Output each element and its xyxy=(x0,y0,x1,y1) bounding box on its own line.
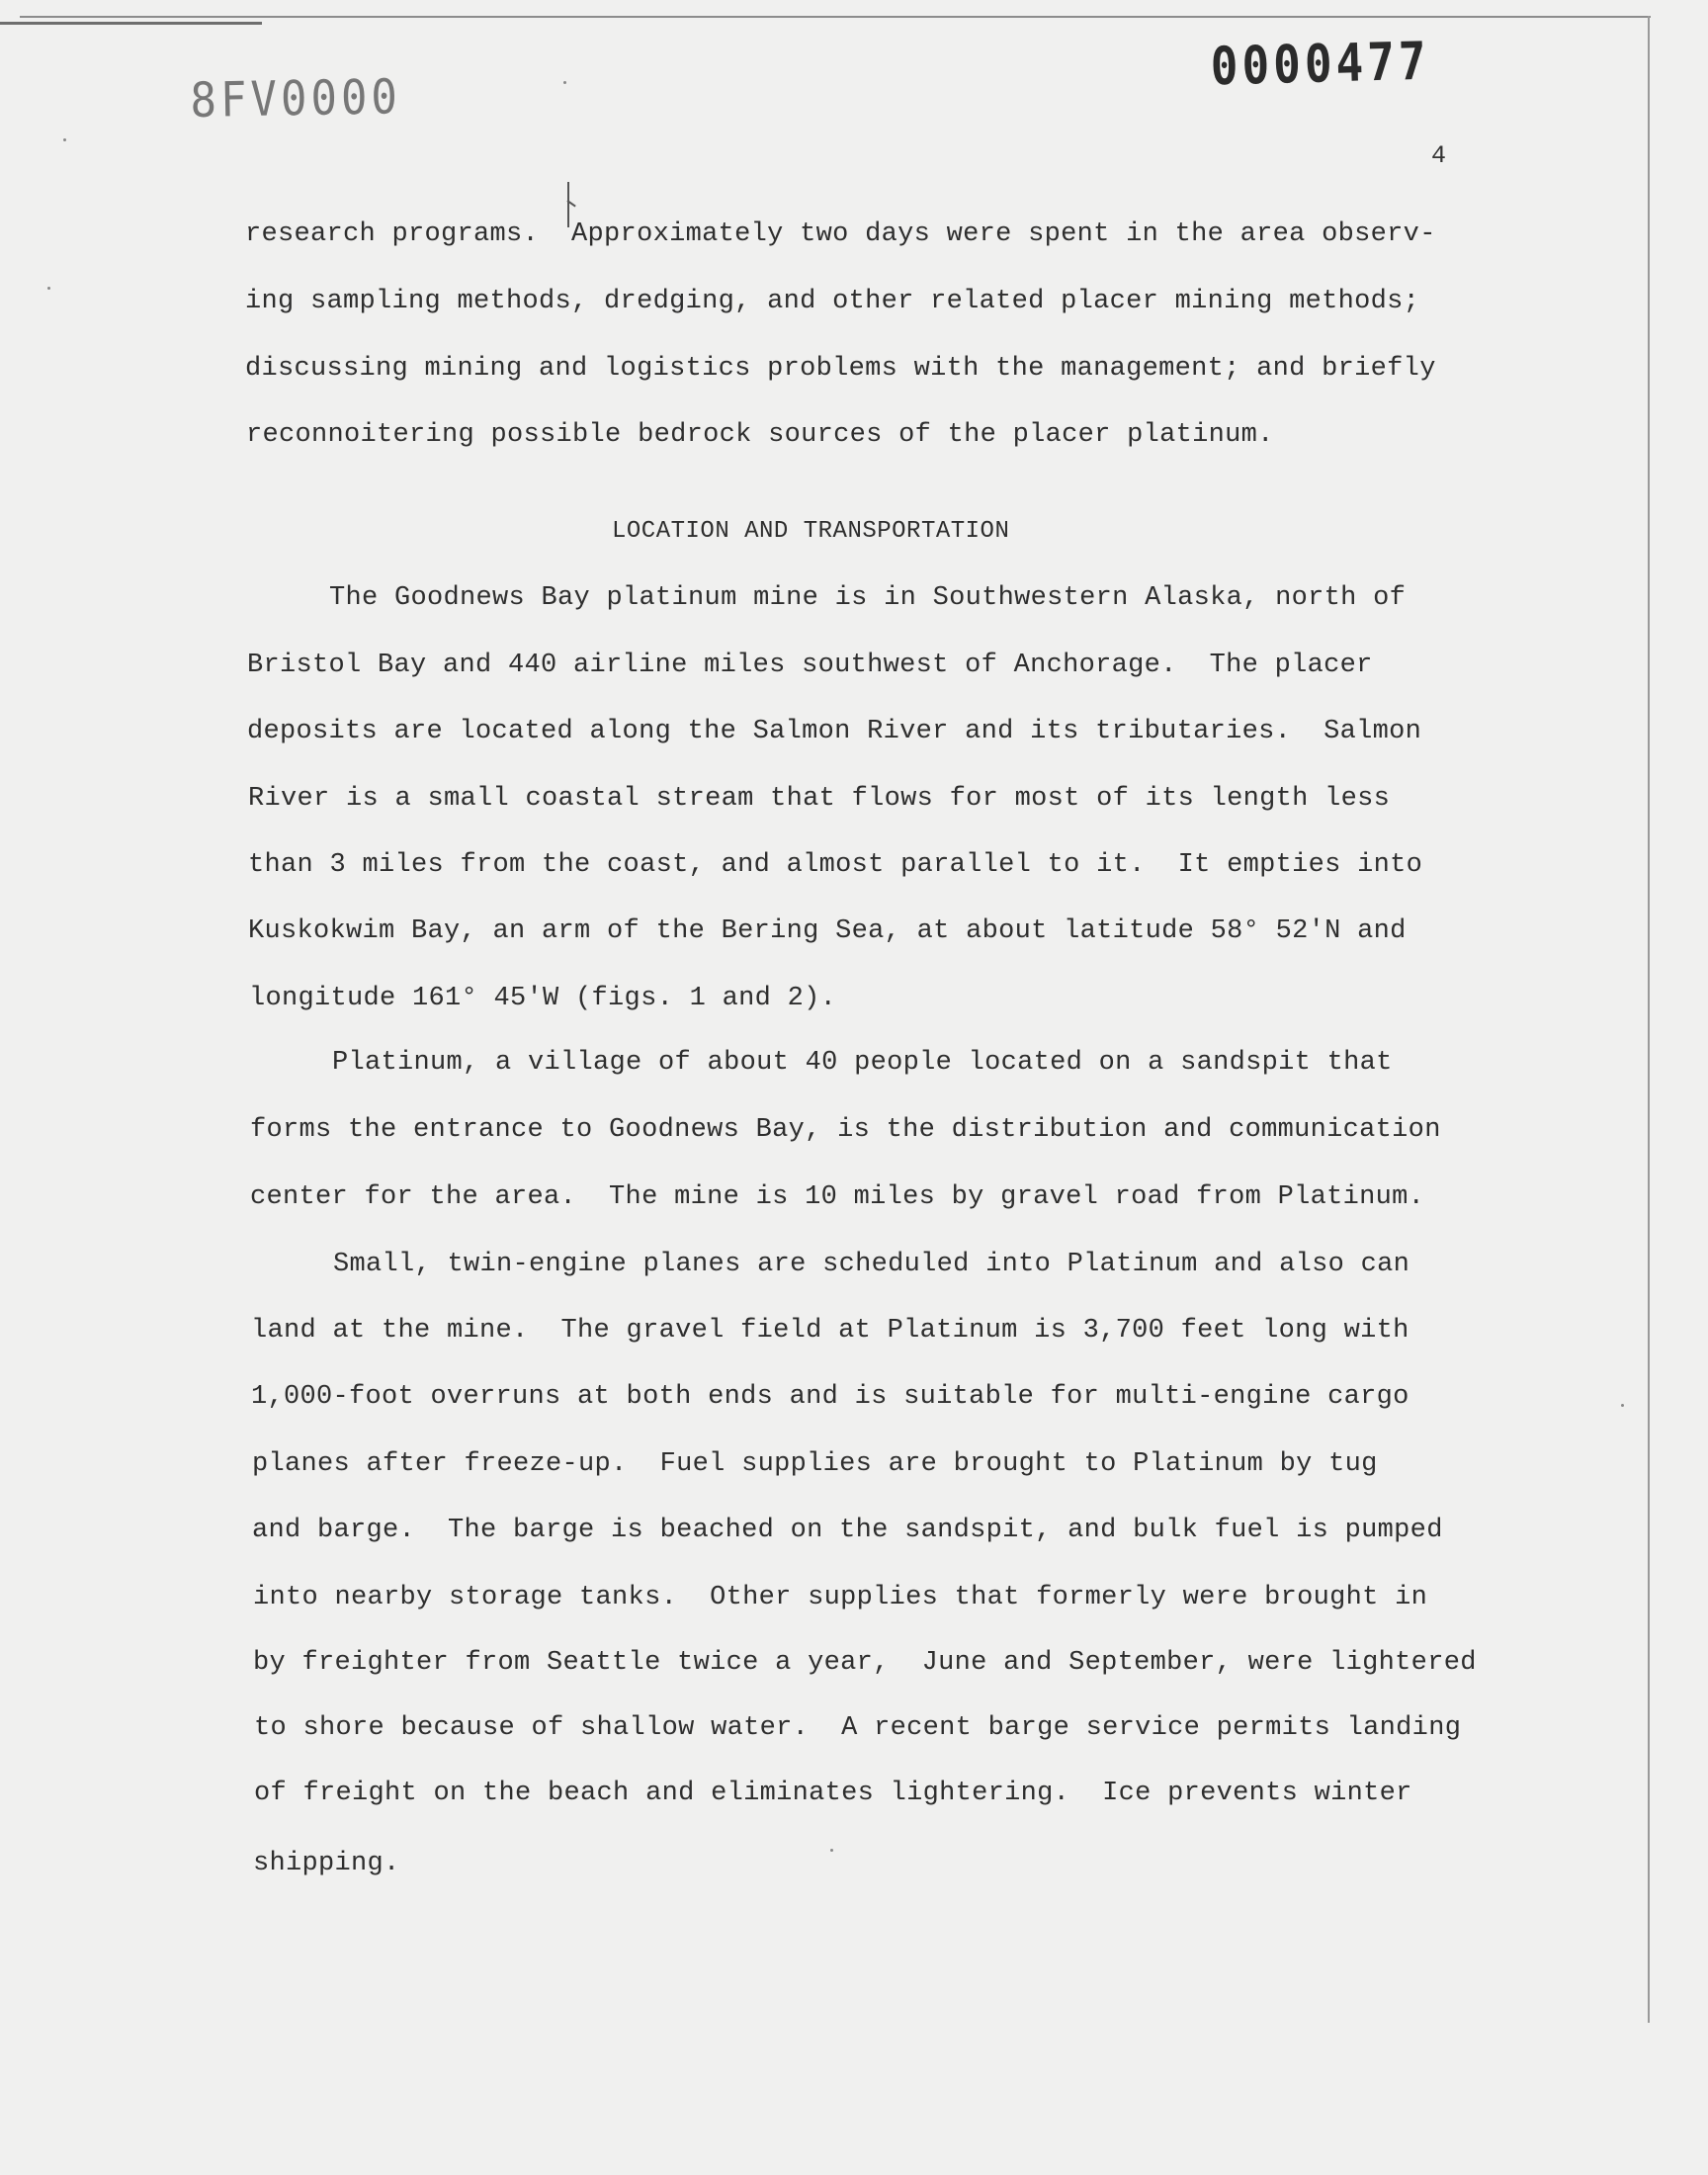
scan-speck xyxy=(1621,1404,1624,1407)
text-line: Small, twin-engine planes are scheduled into Platinum and also can xyxy=(333,1250,1410,1279)
page-right-edge xyxy=(1648,16,1650,2023)
stamp-left: 8FV0000 xyxy=(190,69,402,130)
page-top-edge xyxy=(20,16,1651,18)
scan-speck xyxy=(563,81,566,84)
text-line: River is a small coastal stream that flows for most of its length less xyxy=(248,784,1391,814)
text-line: Platinum, a village of about 40 people located on a sandspit that xyxy=(332,1048,1393,1078)
text-line: The Goodnews Bay platinum mine is in Southwestern Alaska, north of xyxy=(329,583,1407,613)
stamp-right: 0000477 xyxy=(1210,30,1431,98)
page-top-left-edge xyxy=(0,22,262,25)
scan-speck xyxy=(47,287,50,290)
text-line: planes after freeze-up. Fuel supplies are brought to Platinum by tug xyxy=(252,1449,1378,1479)
text-line: shipping. xyxy=(253,1849,400,1878)
text-line: to shore because of shallow water. A recent barge service permits landing xyxy=(254,1713,1462,1743)
text-line: than 3 miles from the coast, and almost parallel to it. It empties into xyxy=(248,850,1423,880)
text-line: research programs. Approximately two days were spent in the area observ- xyxy=(245,219,1436,249)
text-line: discussing mining and logistics problems with the management; and briefly xyxy=(245,354,1436,384)
text-line: land at the mine. The gravel field at Platinum is 3,700 feet long with xyxy=(251,1316,1409,1346)
text-line: forms the entrance to Goodnews Bay, is the distribution and communication xyxy=(250,1115,1441,1145)
scan-speck xyxy=(830,1849,833,1852)
page-number: 4 xyxy=(1431,141,1447,170)
text-line: center for the area. The mine is 10 miles by gravel road from Platinum. xyxy=(250,1182,1425,1212)
text-line: and barge. The barge is beached on the sandspit, and bulk fuel is pumped xyxy=(252,1516,1443,1545)
text-line: longitude 161° 45'W (figs. 1 and 2). xyxy=(249,984,837,1013)
text-line: Kuskokwim Bay, an arm of the Bering Sea, at about latitude 58° 52'N and xyxy=(248,916,1407,946)
text-line: reconnoitering possible bedrock sources of the placer platinum. xyxy=(246,420,1274,450)
text-line: into nearby storage tanks. Other supplies that formerly were brought in xyxy=(253,1583,1428,1612)
text-line: 1,000-foot overruns at both ends and is suitable for multi-engine cargo xyxy=(251,1382,1409,1412)
section-heading: LOCATION AND TRANSPORTATION xyxy=(612,518,1010,545)
text-line: deposits are located along the Salmon River and its tributaries. Salmon xyxy=(247,717,1422,746)
text-line: of freight on the beach and eliminates lightering. Ice prevents winter xyxy=(254,1779,1412,1808)
text-line: ing sampling methods, dredging, and other related placer mining methods; xyxy=(245,287,1420,316)
text-line: by freighter from Seattle twice a year, June and September, were lightered xyxy=(253,1648,1477,1678)
text-line: Bristol Bay and 440 airline miles southwest of Anchorage. The placer xyxy=(247,651,1373,680)
scan-speck xyxy=(63,138,66,141)
